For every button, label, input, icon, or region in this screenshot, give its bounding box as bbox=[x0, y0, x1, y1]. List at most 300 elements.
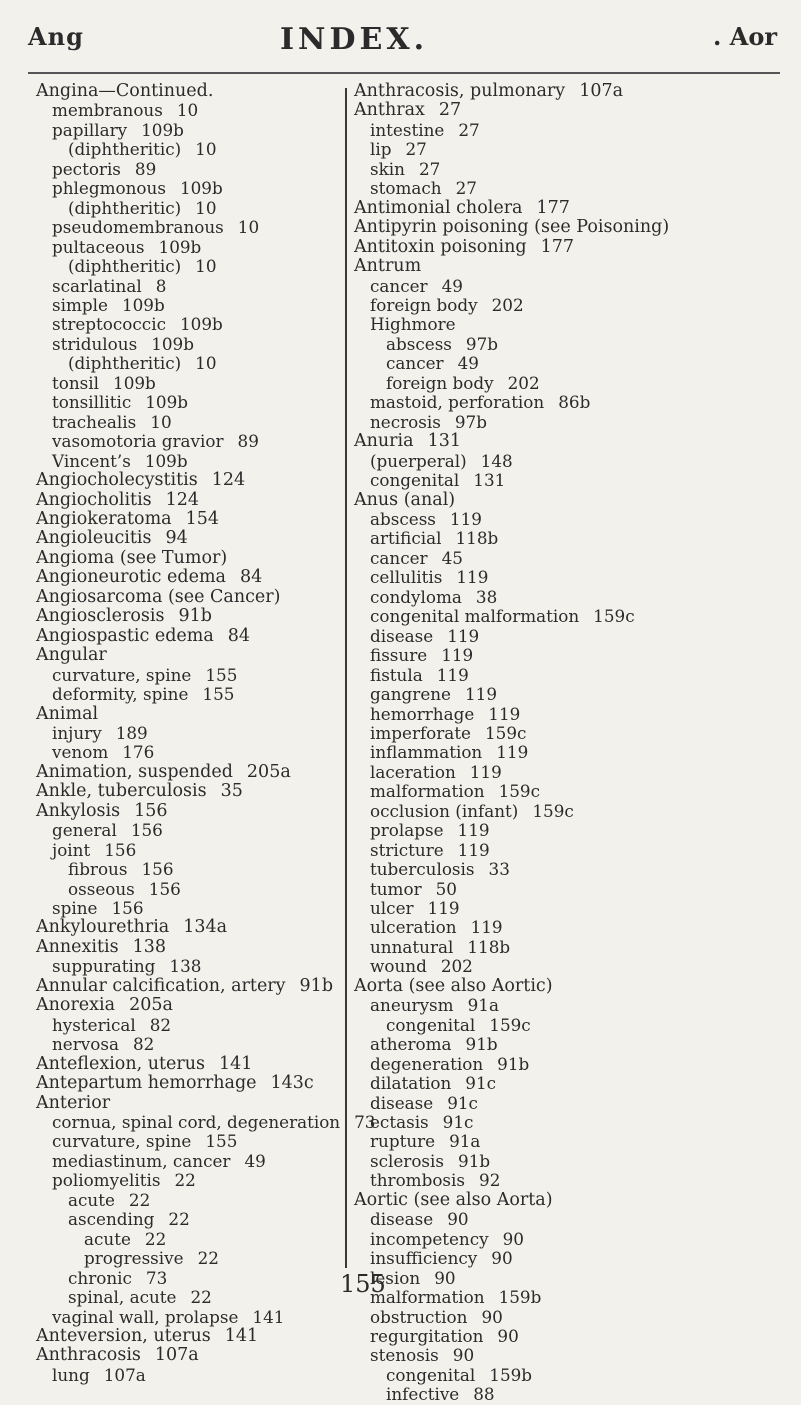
index-entry bbox=[36, 277, 346, 296]
index-page-ref: 27 bbox=[405, 139, 427, 160]
index-page-ref: 159c bbox=[485, 722, 527, 743]
index-page-ref: 97b bbox=[465, 333, 499, 354]
index-page-ref: 141 bbox=[224, 1326, 259, 1346]
index-entry bbox=[354, 1113, 794, 1132]
index-entry bbox=[354, 802, 794, 821]
index-term: pectoris bbox=[52, 158, 121, 179]
index-page-ref: 107a bbox=[579, 81, 624, 101]
index-term: Angiokeratoma bbox=[36, 508, 172, 529]
index-page-ref: 86b bbox=[558, 392, 591, 413]
index-page-ref: 119 bbox=[449, 508, 482, 529]
index-term: Ankylosis bbox=[36, 800, 121, 821]
index-entry bbox=[354, 607, 794, 626]
index-term: abscess bbox=[370, 508, 436, 529]
index-term: lesion bbox=[370, 1267, 421, 1288]
index-page-ref: 89 bbox=[134, 158, 157, 179]
index-page-ref: 10 bbox=[195, 139, 217, 160]
index-term: cancer bbox=[370, 547, 428, 568]
index-page-ref: 138 bbox=[132, 936, 167, 957]
index-term: necrosis bbox=[370, 411, 441, 432]
index-page-ref: 90 bbox=[481, 1306, 503, 1327]
index-page-ref: 90 bbox=[452, 1345, 475, 1366]
index-page-ref: 10 bbox=[195, 256, 217, 277]
index-term: Antipyrin poisoning (see Poisoning) bbox=[354, 217, 670, 238]
index-page-ref: 49 bbox=[457, 353, 479, 374]
index-term: imperforate bbox=[370, 722, 471, 743]
index-page-ref: 205a bbox=[246, 761, 291, 782]
index-entry bbox=[36, 1055, 346, 1074]
index-entry bbox=[36, 510, 346, 529]
index-entry bbox=[354, 899, 794, 918]
index-page-ref: 156 bbox=[130, 820, 163, 841]
index-entry bbox=[36, 743, 346, 762]
index-page-ref: 109b bbox=[179, 314, 223, 335]
index-term: inflammation bbox=[370, 742, 483, 763]
index-page-ref: 109b bbox=[145, 392, 189, 413]
index-term: Ankylourethria bbox=[36, 917, 170, 938]
index-term: suppurating bbox=[52, 956, 156, 977]
index-page-ref: 159b bbox=[489, 1364, 533, 1385]
index-entry bbox=[354, 491, 794, 510]
index-page-ref: 119 bbox=[441, 645, 474, 666]
index-page-ref: 38 bbox=[475, 586, 498, 607]
index-entry bbox=[36, 938, 346, 957]
index-entry bbox=[36, 860, 346, 879]
running-header bbox=[0, 0, 801, 60]
index-term: Angiosclerosis bbox=[36, 606, 165, 627]
column-divider bbox=[345, 88, 347, 1268]
index-page-ref: 156 bbox=[104, 839, 137, 860]
index-term: pultaceous bbox=[52, 236, 145, 257]
index-entry bbox=[354, 199, 794, 218]
index-term: stomach bbox=[370, 178, 442, 199]
index-term: fistula bbox=[370, 664, 423, 685]
index-entry bbox=[36, 705, 346, 724]
index-term: Antepartum hemorrhage bbox=[36, 1073, 257, 1094]
index-term: Anthracosis, pulmonary bbox=[354, 81, 566, 101]
index-term: curvature, spine bbox=[52, 664, 192, 685]
index-page-ref: 109b bbox=[113, 372, 156, 393]
index-term: cellulitis bbox=[370, 567, 443, 588]
index-page-ref: 27 bbox=[418, 158, 441, 179]
index-page-ref: 109b bbox=[179, 178, 223, 199]
index-term: tonsillitic bbox=[52, 392, 132, 413]
index-page-ref: 141 bbox=[252, 1306, 285, 1327]
index-entry bbox=[36, 588, 346, 607]
index-page-ref: 49 bbox=[244, 1150, 266, 1171]
index-entry bbox=[36, 1132, 346, 1151]
index-term: Anterior bbox=[36, 1092, 111, 1113]
index-entry bbox=[354, 1094, 794, 1113]
index-term: disease bbox=[370, 625, 434, 646]
index-page-ref: 84 bbox=[239, 567, 263, 588]
index-page-ref: 22 bbox=[190, 1287, 212, 1308]
index-term: tonsil bbox=[52, 372, 100, 393]
index-entry bbox=[354, 179, 794, 198]
index-page-ref: 10 bbox=[176, 100, 199, 121]
index-entry bbox=[354, 160, 794, 179]
index-entry bbox=[354, 996, 794, 1015]
index-term: (diphtheritic) bbox=[68, 256, 182, 277]
index-entry bbox=[354, 1210, 794, 1229]
index-entry bbox=[36, 1152, 346, 1171]
index-term: insufficiency bbox=[370, 1248, 478, 1269]
index-page-ref: 119 bbox=[436, 664, 469, 685]
index-term: Angiospastic edema bbox=[36, 625, 214, 646]
index-term: infective bbox=[386, 1384, 460, 1405]
index-page-ref: 27 bbox=[438, 100, 462, 121]
index-page-ref: 22 bbox=[174, 1170, 196, 1191]
index-page-ref: 22 bbox=[128, 1189, 151, 1210]
index-entry bbox=[36, 529, 346, 548]
index-term: ulcer bbox=[370, 898, 414, 919]
index-entry bbox=[36, 1249, 346, 1268]
index-term: Angioleucitis bbox=[36, 528, 152, 549]
index-entry bbox=[354, 529, 794, 548]
index-entry bbox=[36, 1308, 346, 1327]
index-entry bbox=[354, 121, 794, 140]
index-term: rupture bbox=[370, 1131, 436, 1152]
index-column-right bbox=[354, 82, 794, 1405]
index-term: injury bbox=[52, 722, 102, 743]
index-page-ref: 82 bbox=[149, 1014, 172, 1035]
index-page-ref: 176 bbox=[122, 742, 155, 763]
index-page-ref: 45 bbox=[441, 547, 463, 568]
index-term: Antimonial cholera bbox=[354, 197, 523, 218]
index-entry bbox=[354, 1327, 794, 1346]
index-term: tumor bbox=[370, 878, 422, 899]
index-entry bbox=[36, 685, 346, 704]
index-page-ref: 148 bbox=[480, 450, 513, 471]
index-entry bbox=[354, 101, 794, 120]
index-term: acute bbox=[68, 1189, 115, 1210]
index-page-ref: 202 bbox=[440, 956, 473, 977]
index-entry bbox=[36, 354, 346, 373]
index-page-ref: 92 bbox=[479, 1170, 501, 1191]
index-entry bbox=[354, 918, 794, 937]
index-entry bbox=[354, 1288, 794, 1307]
index-term: poliomyelitis bbox=[52, 1170, 161, 1191]
index-term: congenital bbox=[386, 1364, 476, 1385]
index-page-ref: 156 bbox=[148, 878, 181, 899]
index-entry bbox=[354, 1035, 794, 1054]
index-entry bbox=[354, 1171, 794, 1190]
index-term: Animal bbox=[36, 703, 99, 724]
index-entry bbox=[354, 218, 794, 237]
index-term: simple bbox=[52, 294, 108, 315]
index-term: Annexitis bbox=[36, 936, 119, 957]
index-entry bbox=[36, 1094, 346, 1113]
index-term: ulceration bbox=[370, 917, 457, 938]
index-page-ref: 90 bbox=[491, 1248, 513, 1269]
index-entry bbox=[36, 160, 346, 179]
index-term: unnatural bbox=[370, 936, 454, 957]
index-entry bbox=[354, 1055, 794, 1074]
index-page-ref: 107a bbox=[103, 1364, 146, 1385]
index-entry bbox=[354, 1269, 794, 1288]
index-term: wound bbox=[370, 956, 427, 977]
index-entry bbox=[36, 957, 346, 976]
index-term: cancer bbox=[386, 353, 444, 374]
index-entry bbox=[354, 510, 794, 529]
index-term: Angiosarcoma (see Cancer) bbox=[36, 586, 281, 607]
index-term: Angioma (see Tumor) bbox=[36, 547, 228, 568]
index-entry bbox=[36, 471, 346, 490]
index-term: Antrum bbox=[354, 256, 422, 277]
index-entry bbox=[36, 880, 346, 899]
index-entry bbox=[36, 1035, 346, 1054]
index-entry bbox=[36, 899, 346, 918]
index-term: Angiocholecystitis bbox=[36, 470, 198, 491]
index-term: foreign body bbox=[370, 294, 478, 315]
index-entry bbox=[354, 724, 794, 743]
index-term: mediastinum, cancer bbox=[52, 1150, 231, 1171]
index-page-ref: 155 bbox=[205, 1131, 238, 1152]
index-entry bbox=[354, 549, 794, 568]
index-entry bbox=[36, 1230, 346, 1249]
index-page-ref: 10 bbox=[195, 353, 217, 374]
index-term: Anteflexion, uterus bbox=[36, 1053, 206, 1074]
index-entry bbox=[36, 1191, 346, 1210]
index-page-ref: 159b bbox=[498, 1287, 542, 1308]
index-page-ref: 124 bbox=[211, 470, 246, 491]
index-page-ref: 159c bbox=[498, 781, 540, 802]
index-entry bbox=[36, 296, 346, 315]
index-page-ref: 91a bbox=[467, 995, 499, 1016]
index-page-ref: 10 bbox=[150, 411, 172, 432]
index-term: (diphtheritic) bbox=[68, 353, 182, 374]
index-term: skin bbox=[370, 158, 405, 179]
page-number: 155 bbox=[340, 1270, 386, 1298]
index-page-ref: 97b bbox=[454, 411, 487, 432]
index-term: Vincent’s bbox=[52, 450, 131, 471]
index-entry bbox=[354, 257, 794, 276]
index-term: venom bbox=[52, 742, 109, 763]
index-page-ref: 109b bbox=[121, 294, 165, 315]
index-term: phlegmonous bbox=[52, 178, 166, 199]
index-page-ref: 89 bbox=[237, 431, 259, 452]
index-entry bbox=[354, 354, 794, 373]
index-entry bbox=[36, 82, 346, 101]
index-entry bbox=[354, 743, 794, 762]
index-page-ref: 154 bbox=[185, 508, 220, 529]
index-page-ref: 8 bbox=[155, 275, 167, 296]
index-entry bbox=[36, 724, 346, 743]
index-term: osseous bbox=[68, 878, 135, 899]
index-term: Anteversion, uterus bbox=[36, 1326, 211, 1346]
index-entry bbox=[354, 627, 794, 646]
index-term: condyloma bbox=[370, 586, 462, 607]
index-term: Anthracosis bbox=[36, 1345, 141, 1366]
index-term: gangrene bbox=[370, 684, 451, 705]
index-term: vasomotoria gravior bbox=[52, 431, 224, 452]
index-page-ref: 84 bbox=[227, 625, 251, 646]
index-term: occlusion (infant) bbox=[370, 800, 519, 821]
index-entry bbox=[354, 841, 794, 860]
index-page-ref: 109b bbox=[141, 119, 184, 140]
index-entry bbox=[36, 315, 346, 334]
index-entry bbox=[36, 491, 346, 510]
index-page-ref: 91a bbox=[449, 1131, 481, 1152]
index-term: dilatation bbox=[370, 1073, 452, 1094]
index-entry bbox=[36, 977, 346, 996]
index-page-ref: 177 bbox=[536, 197, 570, 218]
index-page-ref: 109b bbox=[151, 333, 194, 354]
index-page-ref: 156 bbox=[141, 859, 174, 880]
index-entry bbox=[36, 238, 346, 257]
index-entry bbox=[354, 1016, 794, 1035]
index-entry bbox=[354, 568, 794, 587]
index-term: Anorexia bbox=[36, 995, 116, 1016]
index-term: general bbox=[52, 820, 117, 841]
index-term: progressive bbox=[84, 1248, 184, 1269]
index-page-ref: 124 bbox=[165, 489, 200, 510]
index-page-ref: 107a bbox=[154, 1345, 199, 1366]
index-entry bbox=[354, 1366, 794, 1385]
index-page-ref: 155 bbox=[205, 664, 238, 685]
index-term: hemorrhage bbox=[370, 703, 475, 724]
index-page-ref: 202 bbox=[507, 372, 540, 393]
index-entry bbox=[36, 1074, 346, 1093]
index-term: congenital malformation bbox=[370, 606, 580, 627]
index-entry bbox=[36, 782, 346, 801]
index-page-ref: 138 bbox=[169, 956, 202, 977]
index-entry bbox=[36, 1210, 346, 1229]
index-entry bbox=[354, 705, 794, 724]
index-entry bbox=[36, 549, 346, 568]
index-entry bbox=[354, 938, 794, 957]
index-entry bbox=[354, 140, 794, 159]
index-term: ectasis bbox=[370, 1112, 429, 1133]
index-page-ref: 94 bbox=[165, 528, 188, 549]
index-entry bbox=[36, 199, 346, 218]
index-term: nervosa bbox=[52, 1034, 119, 1055]
index-term: abscess bbox=[386, 333, 452, 354]
index-term: chronic bbox=[68, 1267, 132, 1288]
index-term: curvature, spine bbox=[52, 1131, 192, 1152]
index-entry bbox=[354, 471, 794, 490]
index-term: aneurysm bbox=[370, 995, 454, 1016]
index-term: mastoid, perforation bbox=[370, 392, 545, 413]
index-term: spinal, acute bbox=[68, 1287, 177, 1308]
index-term: stricture bbox=[370, 839, 444, 860]
index-entry bbox=[36, 918, 346, 937]
index-entry bbox=[36, 121, 346, 140]
index-page-ref: 73 bbox=[354, 1112, 376, 1133]
index-term: Highmore bbox=[370, 314, 456, 335]
index-column-left bbox=[36, 81, 376, 1385]
index-page-ref: 156 bbox=[111, 898, 144, 919]
index-term: streptococcic bbox=[52, 314, 166, 335]
index-entry bbox=[36, 646, 346, 665]
index-page-ref: 118b bbox=[455, 528, 499, 549]
index-page-ref: 27 bbox=[455, 178, 477, 199]
index-page-ref: 119 bbox=[496, 742, 529, 763]
index-term: disease bbox=[370, 1092, 434, 1113]
index-term: scarlatinal bbox=[52, 275, 142, 296]
index-page-ref: 109b bbox=[158, 236, 202, 257]
index-entry bbox=[354, 1074, 794, 1093]
index-entry bbox=[36, 393, 346, 412]
index-page-ref: 90 bbox=[497, 1326, 519, 1346]
index-term: Anthrax bbox=[354, 100, 425, 121]
index-term: spine bbox=[52, 898, 98, 919]
index-entry bbox=[354, 1385, 794, 1404]
index-term: trachealis bbox=[52, 411, 137, 432]
header-left-guideword: Ang bbox=[28, 22, 84, 51]
index-term: cancer bbox=[370, 275, 428, 296]
index-term: fissure bbox=[370, 645, 428, 666]
index-entry bbox=[354, 393, 794, 412]
index-term: regurgitation bbox=[370, 1326, 484, 1346]
index-term: malformation bbox=[370, 1287, 485, 1308]
index-page-ref: 143c bbox=[270, 1073, 314, 1094]
index-term: ascending bbox=[68, 1209, 155, 1230]
index-term: Anuria bbox=[354, 431, 414, 452]
index-entry bbox=[354, 82, 794, 101]
index-entry bbox=[36, 1288, 346, 1307]
index-term: joint bbox=[52, 839, 91, 860]
index-entry bbox=[354, 238, 794, 257]
index-term: Angiocholitis bbox=[36, 489, 152, 510]
index-entry bbox=[36, 568, 346, 587]
index-term: papillary bbox=[52, 119, 128, 140]
index-page-ref: 91b bbox=[465, 1034, 498, 1055]
index-page-ref: 90 bbox=[434, 1267, 456, 1288]
index-page-ref: 119 bbox=[465, 684, 498, 705]
index-entry bbox=[354, 821, 794, 840]
index-entry bbox=[36, 666, 346, 685]
index-page-ref: 91b bbox=[299, 975, 334, 996]
index-term: thrombosis bbox=[370, 1170, 466, 1191]
index-entry bbox=[36, 802, 346, 821]
index-term: Aorta (see also Aortic) bbox=[354, 975, 553, 996]
index-page-ref: 131 bbox=[427, 431, 461, 452]
index-page-ref: 10 bbox=[195, 197, 217, 218]
index-term: intestine bbox=[370, 119, 445, 140]
index-page-ref: 155 bbox=[202, 684, 235, 705]
index-page-ref: 156 bbox=[134, 800, 168, 821]
index-entry bbox=[354, 782, 794, 801]
index-entry bbox=[354, 374, 794, 393]
index-term: stridulous bbox=[52, 333, 138, 354]
index-term: (diphtheritic) bbox=[68, 197, 182, 218]
index-term: vaginal wall, prolapse bbox=[52, 1306, 239, 1327]
index-page-ref: 91c bbox=[465, 1073, 497, 1094]
index-term: artificial bbox=[370, 528, 442, 549]
index-term: stenosis bbox=[370, 1345, 439, 1366]
index-entry bbox=[36, 374, 346, 393]
index-page-ref: 82 bbox=[132, 1034, 155, 1055]
index-entry bbox=[354, 1132, 794, 1151]
index-term: Annular calcification, artery bbox=[36, 975, 286, 996]
index-term: Anus (anal) bbox=[354, 489, 456, 510]
index-entry bbox=[354, 1249, 794, 1268]
index-entry bbox=[36, 140, 346, 159]
index-page-ref: 91c bbox=[442, 1112, 474, 1133]
index-entry bbox=[36, 452, 346, 471]
index-page-ref: 91b bbox=[497, 1053, 530, 1074]
index-entry bbox=[36, 1346, 346, 1365]
index-page-ref: 90 bbox=[447, 1209, 469, 1230]
index-page-ref: 119 bbox=[456, 567, 489, 588]
index-entry bbox=[354, 335, 794, 354]
index-term: Angular bbox=[36, 645, 107, 666]
index-term: (puerperal) bbox=[370, 450, 467, 471]
index-entry bbox=[354, 880, 794, 899]
index-entry bbox=[354, 277, 794, 296]
index-term: laceration bbox=[370, 761, 456, 782]
